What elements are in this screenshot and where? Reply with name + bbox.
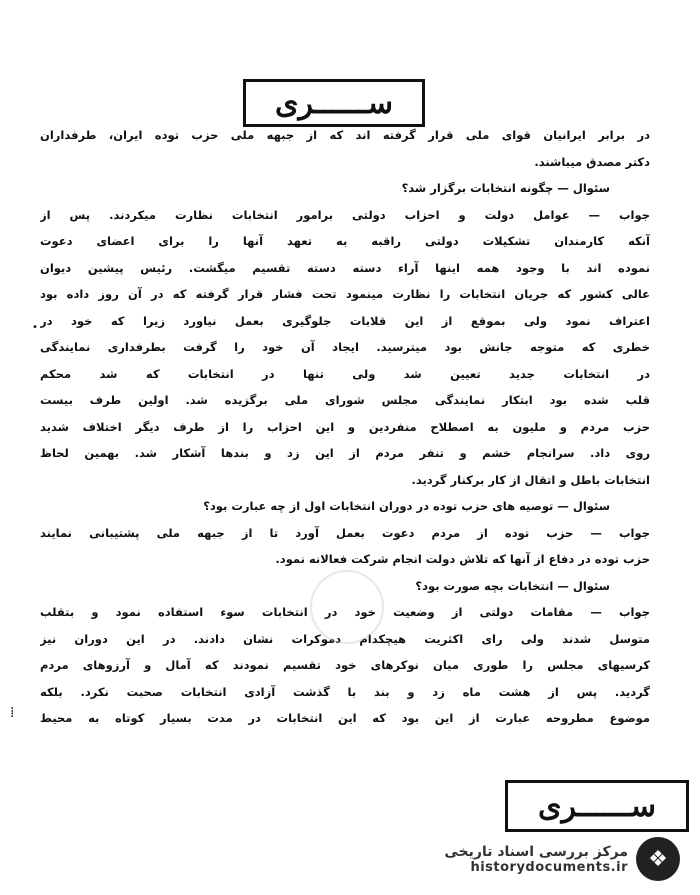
text-line: روی داد. سرانجام خشم و تنفر مردم از این زد و بندها آشکار شد. بهمین لحاظ: [40, 446, 650, 460]
brand-name: مرکز بررسی اسناد تاریخی: [444, 843, 628, 860]
brand-text: [444, 844, 628, 875]
text-line: خطری که متوجه جانش بود میترسید. ایجاد آن خود را گرفت بطرفداری نمایندگی: [40, 340, 650, 354]
brand-url[interactable]: historydocuments.ir: [470, 859, 628, 875]
text-line: حزب توده در دفاع از آنها که تلاش دولت انجام شرکت فعالانه نمود.: [275, 552, 650, 566]
question-line: سئوال — توصیه های حزب توده در دوران انتخابات اول از چه عبارت بود؟: [203, 499, 610, 513]
text-line: انتخابات باطل و اتقال از کار برکنار گردید.: [411, 472, 650, 487]
text-line: متوسل شدند ولی رای اکثریت هیچکدام دموکرات نشان دادند. در این دوران نیز: [40, 631, 650, 646]
text-line: عالی کشور که جریان انتخابات را نظارت مینمود تحت فشار قرار گرفته که در آن روز داده بود: [40, 287, 650, 301]
question-line: سئوال — چگونه انتخابات برگزار شد؟: [401, 181, 610, 195]
text-line: موضوع مطروحه عبارت از این بود که این انتخابات در مدت بسیار کوتاه به محیط: [40, 711, 650, 725]
text-line: اعتراف نمود ولی بموقع از این قلابات جلوگیری بعمل نیاورد زیرا که خود در: [40, 313, 650, 328]
text-line: جواب — عوامل دولت و احزاب دولتی برامور انتخابات نظارت میکردند. پس از: [40, 207, 650, 222]
secret-stamp-bottom: ســــــری: [505, 780, 689, 832]
text-line: جواب — حزب توده از مردم دعوت بعمل آورد تا از جبهه ملی پشتیبانی نمایند: [40, 525, 650, 540]
watermark-seal: [310, 570, 384, 644]
margin-mark: ⁞: [10, 705, 15, 721]
text-line: جواب — مقامات دولتی از وضعیت خود در انتخابات سوء استفاده نمود و بتقلب: [40, 605, 650, 619]
text-line: در انتخابات جدید تعیین شد ولی تنها در انتخابات که شد محکم: [40, 366, 650, 381]
text-line: حزب مردم و ملیون به اصطلاح منفردین و این احزاب را از طرف دیگر اختلاف شدید: [40, 419, 650, 434]
archive-logo-icon: ❖: [636, 837, 680, 881]
text-line: آنکه کارمندان تشکیلات دولتی راقبه به تعهد آنها را برای اعضای دعوت: [40, 234, 650, 248]
text-line: نموده اند با وجود همه اینها آراء دسته دسته تقسیم میگشت. رئیس پیشین دیوان: [40, 260, 650, 275]
margin-mark: •: [32, 322, 38, 333]
question-line: سئوال — انتخابات بچه صورت بود؟: [415, 578, 610, 593]
text-line: دکتر مصدق میباشند.: [534, 154, 650, 169]
text-line: گردید. پس از هشت ماه زد و بند با گذشت آزادی انتخابات صحبت نکرد. بلکه: [40, 684, 650, 699]
text-line: در برابر ایرانیان قوای ملی قرار گرفته اند که از جبهه ملی حزب توده ایران، طرفداران: [40, 128, 650, 142]
archive-branding: [444, 837, 680, 881]
text-line: کرسیهای مجلس را طوری میان نوکرهای خود تقسیم نمودند که آمال و آرزوهای مردم: [40, 658, 650, 672]
text-line: قلب شده بود ابتکار نمایندگی مجلس شورای ملی برگزیده شد. اولین طرف بیست: [40, 393, 650, 407]
secret-stamp-top: ســــــری: [243, 79, 425, 127]
